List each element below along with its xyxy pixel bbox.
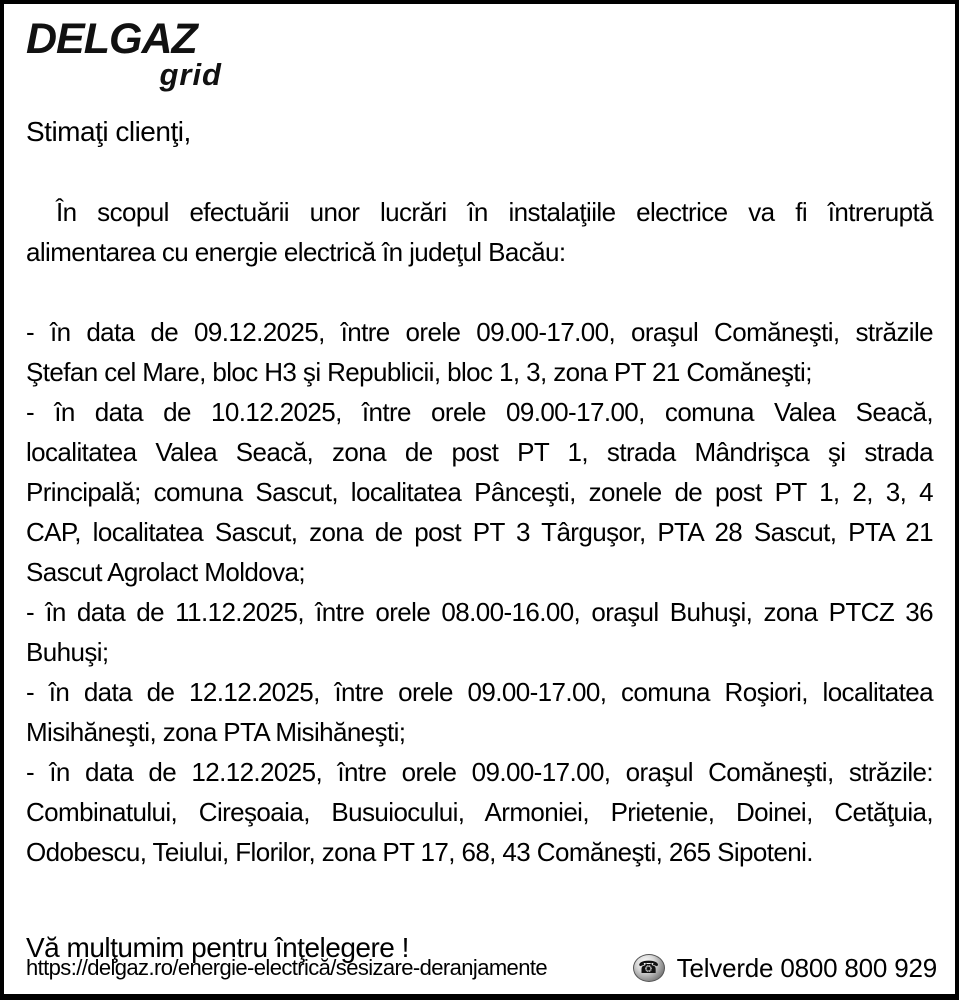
- text-line: Ştefan cel Mare, bloc H3 şi Republicii, bloc 1, 3, zona PT 21 Comăneşti;: [26, 357, 812, 387]
- text-line: - în data de 12.12.2025, între orele 09.00-17.00, oraşul Comăneşti, străzile:: [26, 757, 933, 787]
- text-line: Buhuşi;: [26, 637, 109, 667]
- telverde-number: Telverde 0800 800 929: [676, 952, 937, 983]
- text-line: Odobescu, Teiului, Florilor, zona PT 17, 68, 43 Comăneşti, 265 Sipoteni.: [26, 837, 813, 867]
- text-line: alimentarea cu energie electrică în judeţul Bacău:: [26, 237, 566, 267]
- outage-item-2: [26, 392, 933, 592]
- outage-item-1: [26, 312, 933, 392]
- delgaz-grid-logo: [26, 15, 226, 92]
- text-line: - în data de 09.12.2025, între orele 09.00-17.00, oraşul Comăneşti, străzile: [26, 317, 933, 347]
- text-line: - în data de 12.12.2025, între orele 09.00-17.00, comuna Roşiori, localitatea: [26, 677, 933, 707]
- telephone-icon: ☎: [633, 954, 665, 982]
- salutation-text: Stimaţi clienţi,: [26, 116, 191, 147]
- footer-bar: [26, 950, 937, 986]
- intro-paragraph: [26, 192, 933, 272]
- text-line: localitatea Valea Seacă, zona de post PT 1, strada Mândrişca şi strada: [26, 437, 933, 467]
- announcement-content: [4, 4, 955, 994]
- outage-item-5: [26, 752, 933, 872]
- text-line: - în data de 10.12.2025, între orele 09.00-17.00, comuna Valea Seacă,: [26, 397, 933, 427]
- text-line: Misihăneşti, zona PTA Misihăneşti;: [26, 717, 406, 747]
- text-line: Principală; comuna Sascut, localitatea Pânceşti, zonele de post PT 1, 2, 3, 4: [26, 477, 933, 507]
- closing-text: Vă mulţumim pentru înţelegere !: [26, 932, 409, 963]
- footer-url-link[interactable]: https://delgaz.ro/energie-electrică/sesizare-deranjamente: [26, 955, 547, 980]
- text-line: Combinatului, Cireşoaia, Busuiocului, Armoniei, Prietenie, Doinei, Cetăţuia,: [26, 797, 933, 827]
- outage-item-3: [26, 592, 933, 672]
- text-line: Sascut Agrolact Moldova;: [26, 557, 305, 587]
- logo-brand-text: DELGAZ: [26, 15, 197, 63]
- logo-sub-text: grid: [159, 57, 222, 92]
- text-line: În scopul efectuării unor lucrări în instalaţiile electrice va fi întreruptă: [56, 197, 933, 227]
- text-line: CAP, localitatea Sascut, zona de post PT 3 Târguşor, PTA 28 Sascut, PTA 21: [26, 517, 933, 547]
- text-line: - în data de 11.12.2025, între orele 08.00-16.00, oraşul Buhuşi, zona PTCZ 36: [26, 597, 933, 627]
- footer-phone-group: [633, 953, 937, 984]
- outage-item-4: [26, 672, 933, 752]
- outage-list: [26, 312, 933, 872]
